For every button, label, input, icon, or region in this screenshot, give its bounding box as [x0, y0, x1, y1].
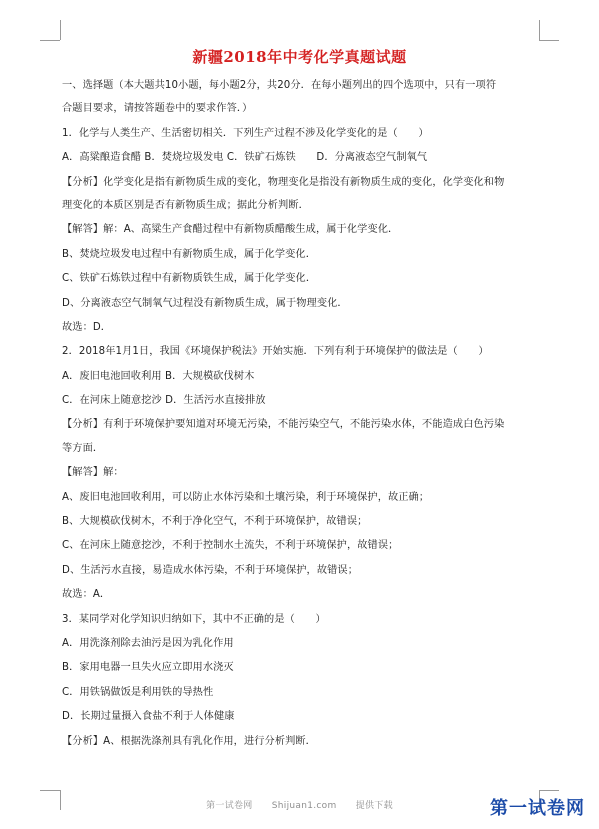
text-line: 【分析】化学变化是指有新物质生成的变化，物理变化是指没有新物质生成的变化，化学变化和物 — [62, 176, 505, 188]
text-line: 3．某同学对化学知识归纳如下，其中不正确的是（ ） — [62, 613, 326, 625]
crop-mark-bottom-right-h — [539, 790, 559, 791]
text-line: 【分析】A、根据洗涤剂具有乳化作用，进行分析判断． — [62, 735, 316, 747]
text-line: 理变化的本质区别是否有新物质生成；据此分析判断． — [62, 199, 309, 211]
footer-site-name: 第一试卷网 — [206, 801, 253, 811]
text-line: C．用铁锅做饭是利用铁的导热性 — [62, 686, 214, 698]
text-line: A、废旧电池回收利用，可以防止水体污染和土壤污染，利于环境保护，故正确； — [62, 491, 430, 503]
text-line: C、铁矿石炼铁过程中有新物质铁生成，属于化学变化． — [62, 273, 317, 285]
text-line: 【分析】有利于环境保护要知道对环境无污染，不能污染空气，不能污染水体，不能造成白色污染 — [62, 419, 505, 431]
footer-site-url[interactable]: Shijuan1.com — [271, 801, 337, 811]
text-line: 合题目要求，请按答题卷中的要求作答．） — [62, 103, 253, 115]
text-line: B、大规模砍伐树木，不利于净化空气，不利于环境保护，故错误； — [62, 516, 368, 528]
text-line: C、在河床上随意挖沙，不利于控制水土流失，不利于环境保护，故错误； — [62, 540, 399, 552]
site-logo: 第一试卷网 — [490, 798, 585, 819]
text-line: A．废旧电池回收利用 B．大规模砍伐树木 — [62, 370, 255, 382]
crop-mark-top-right-h — [539, 40, 559, 41]
text-line: 1．化学与人类生产、生活密切相关．下列生产过程不涉及化学变化的是（ ） — [62, 127, 429, 139]
text-line: A．用洗涤剂除去油污是因为乳化作用 — [62, 637, 234, 649]
document-title: 新疆2018年中考化学真题试题 — [192, 48, 407, 66]
text-line: 故选：D． — [62, 321, 112, 333]
text-line: C．在河床上随意挖沙 D．生活污水直接排放 — [62, 395, 266, 407]
text-line: 等方面． — [62, 442, 104, 454]
text-line: 一、选择题（本大题共10小题，每小题2分，共20分．在每小题列出的四个选项中，只有一项符 — [62, 80, 497, 91]
text-line: 【解答】解： — [62, 467, 124, 479]
text-line: B、焚烧垃圾发电过程中有新物质生成，属于化学变化． — [62, 248, 316, 260]
text-line: 故选：A． — [62, 589, 111, 601]
footer-download-note: 提供下载 — [355, 801, 393, 811]
document-body — [62, 80, 550, 760]
text-line: 【解答】解：A、高粱生产食醋过程中有新物质醋酸生成，属于化学变化． — [62, 224, 399, 236]
text-line: A．高粱酿造食醋 B．焚烧垃圾发电 C．铁矿石炼铁 D．分离液态空气制氧气 — [62, 152, 428, 164]
crop-mark-top-left-v — [60, 20, 61, 40]
text-line: D．长期过量摄入食盐不利于人体健康 — [62, 711, 235, 723]
crop-mark-top-right-v — [539, 20, 540, 40]
text-line: D、生活污水直接，易造成水体污染，不利于环境保护，故错误； — [62, 564, 358, 576]
text-line: D、分离液态空气制氧气过程没有新物质生成，属于物理变化． — [62, 297, 348, 309]
crop-mark-top-left-h — [40, 40, 60, 41]
text-line: B．家用电器一旦失火应立即用水浇灭 — [62, 662, 234, 674]
crop-mark-bottom-left-h — [40, 790, 60, 791]
text-line: 2．2018年1月1日，我国《环境保护税法》开始实施．下列有利于环境保护的做法是（ ） — [62, 346, 489, 358]
